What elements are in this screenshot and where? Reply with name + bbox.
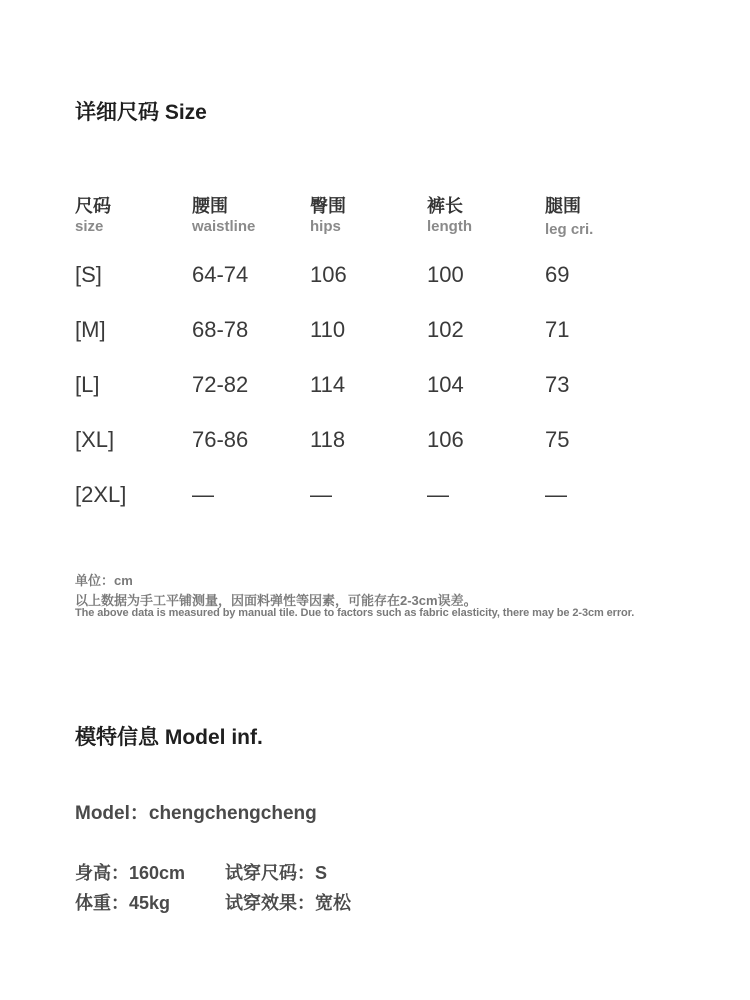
table-cell-hips: 110 xyxy=(310,317,346,342)
table-cell-length: 102 xyxy=(427,317,464,342)
model-try-size: 试穿尺码：S xyxy=(225,863,328,883)
table-cell-waistline: 68-78 xyxy=(192,317,249,342)
column-header-length xyxy=(427,192,472,235)
column-header-cn: 裤长 xyxy=(427,196,463,216)
column-header-leg xyxy=(545,192,593,238)
table-cell-leg: 75 xyxy=(545,427,570,452)
model-try-effect: 试穿效果：宽松 xyxy=(225,893,351,913)
model-weight: 体重：45kg xyxy=(75,893,171,913)
column-header-waistline xyxy=(192,192,255,235)
table-cell-size: [2XL] xyxy=(75,482,127,507)
column-header-size xyxy=(75,192,111,235)
table-cell-waistline: 64-74 xyxy=(192,262,249,287)
column-header-en: length xyxy=(427,218,472,235)
table-cell-leg: 69 xyxy=(545,262,570,287)
model-name: Model：chengchengcheng xyxy=(75,803,317,824)
table-cell-size: [M] xyxy=(75,317,106,342)
measurement-note-cn: 以上数据为手工平铺测量，因面料弹性等因素，可能存在2-3cm误差。 xyxy=(75,593,477,608)
table-cell-waistline: 76-86 xyxy=(192,427,249,452)
table-cell-size: [S] xyxy=(75,262,102,287)
table-cell-waistline: — xyxy=(192,482,214,507)
size-section-title: 详细尺码 Size xyxy=(75,101,207,124)
table-cell-hips: 118 xyxy=(310,427,346,452)
model-height: 身高：160cm xyxy=(75,863,186,883)
column-header-cn: 腰围 xyxy=(192,196,228,216)
table-cell-size: [L] xyxy=(75,372,100,397)
column-header-en: size xyxy=(75,218,104,235)
table-cell-size: [XL] xyxy=(75,427,115,452)
table-cell-hips: — xyxy=(310,482,332,507)
column-header-en: waistline xyxy=(192,218,256,235)
table-cell-waistline: 72-82 xyxy=(192,372,249,397)
table-cell-length: 106 xyxy=(427,427,464,452)
table-cell-length: 104 xyxy=(427,372,464,397)
table-cell-hips: 114 xyxy=(310,372,346,397)
column-header-hips xyxy=(310,192,346,235)
table-cell-leg: 71 xyxy=(545,317,570,342)
measurement-note-en: The above data is measured by manual tile. Due to factors such as fabric elasticity, there may be 2-3cm error. xyxy=(75,607,635,619)
column-header-cn: 臀围 xyxy=(310,196,346,216)
table-cell-hips: 106 xyxy=(310,262,347,287)
column-header-en: hips xyxy=(310,218,341,235)
table-cell-length: — xyxy=(427,482,449,507)
model-section-title: 模特信息 Model inf. xyxy=(75,726,263,749)
table-cell-leg: 73 xyxy=(545,372,570,397)
column-header-en: leg cri. xyxy=(545,221,594,238)
column-header-cn: 尺码 xyxy=(75,196,111,216)
unit-note: 单位：cm xyxy=(75,573,133,588)
table-cell-length: 100 xyxy=(427,262,464,287)
column-header-cn: 腿围 xyxy=(545,196,581,216)
table-cell-leg: — xyxy=(545,482,567,507)
